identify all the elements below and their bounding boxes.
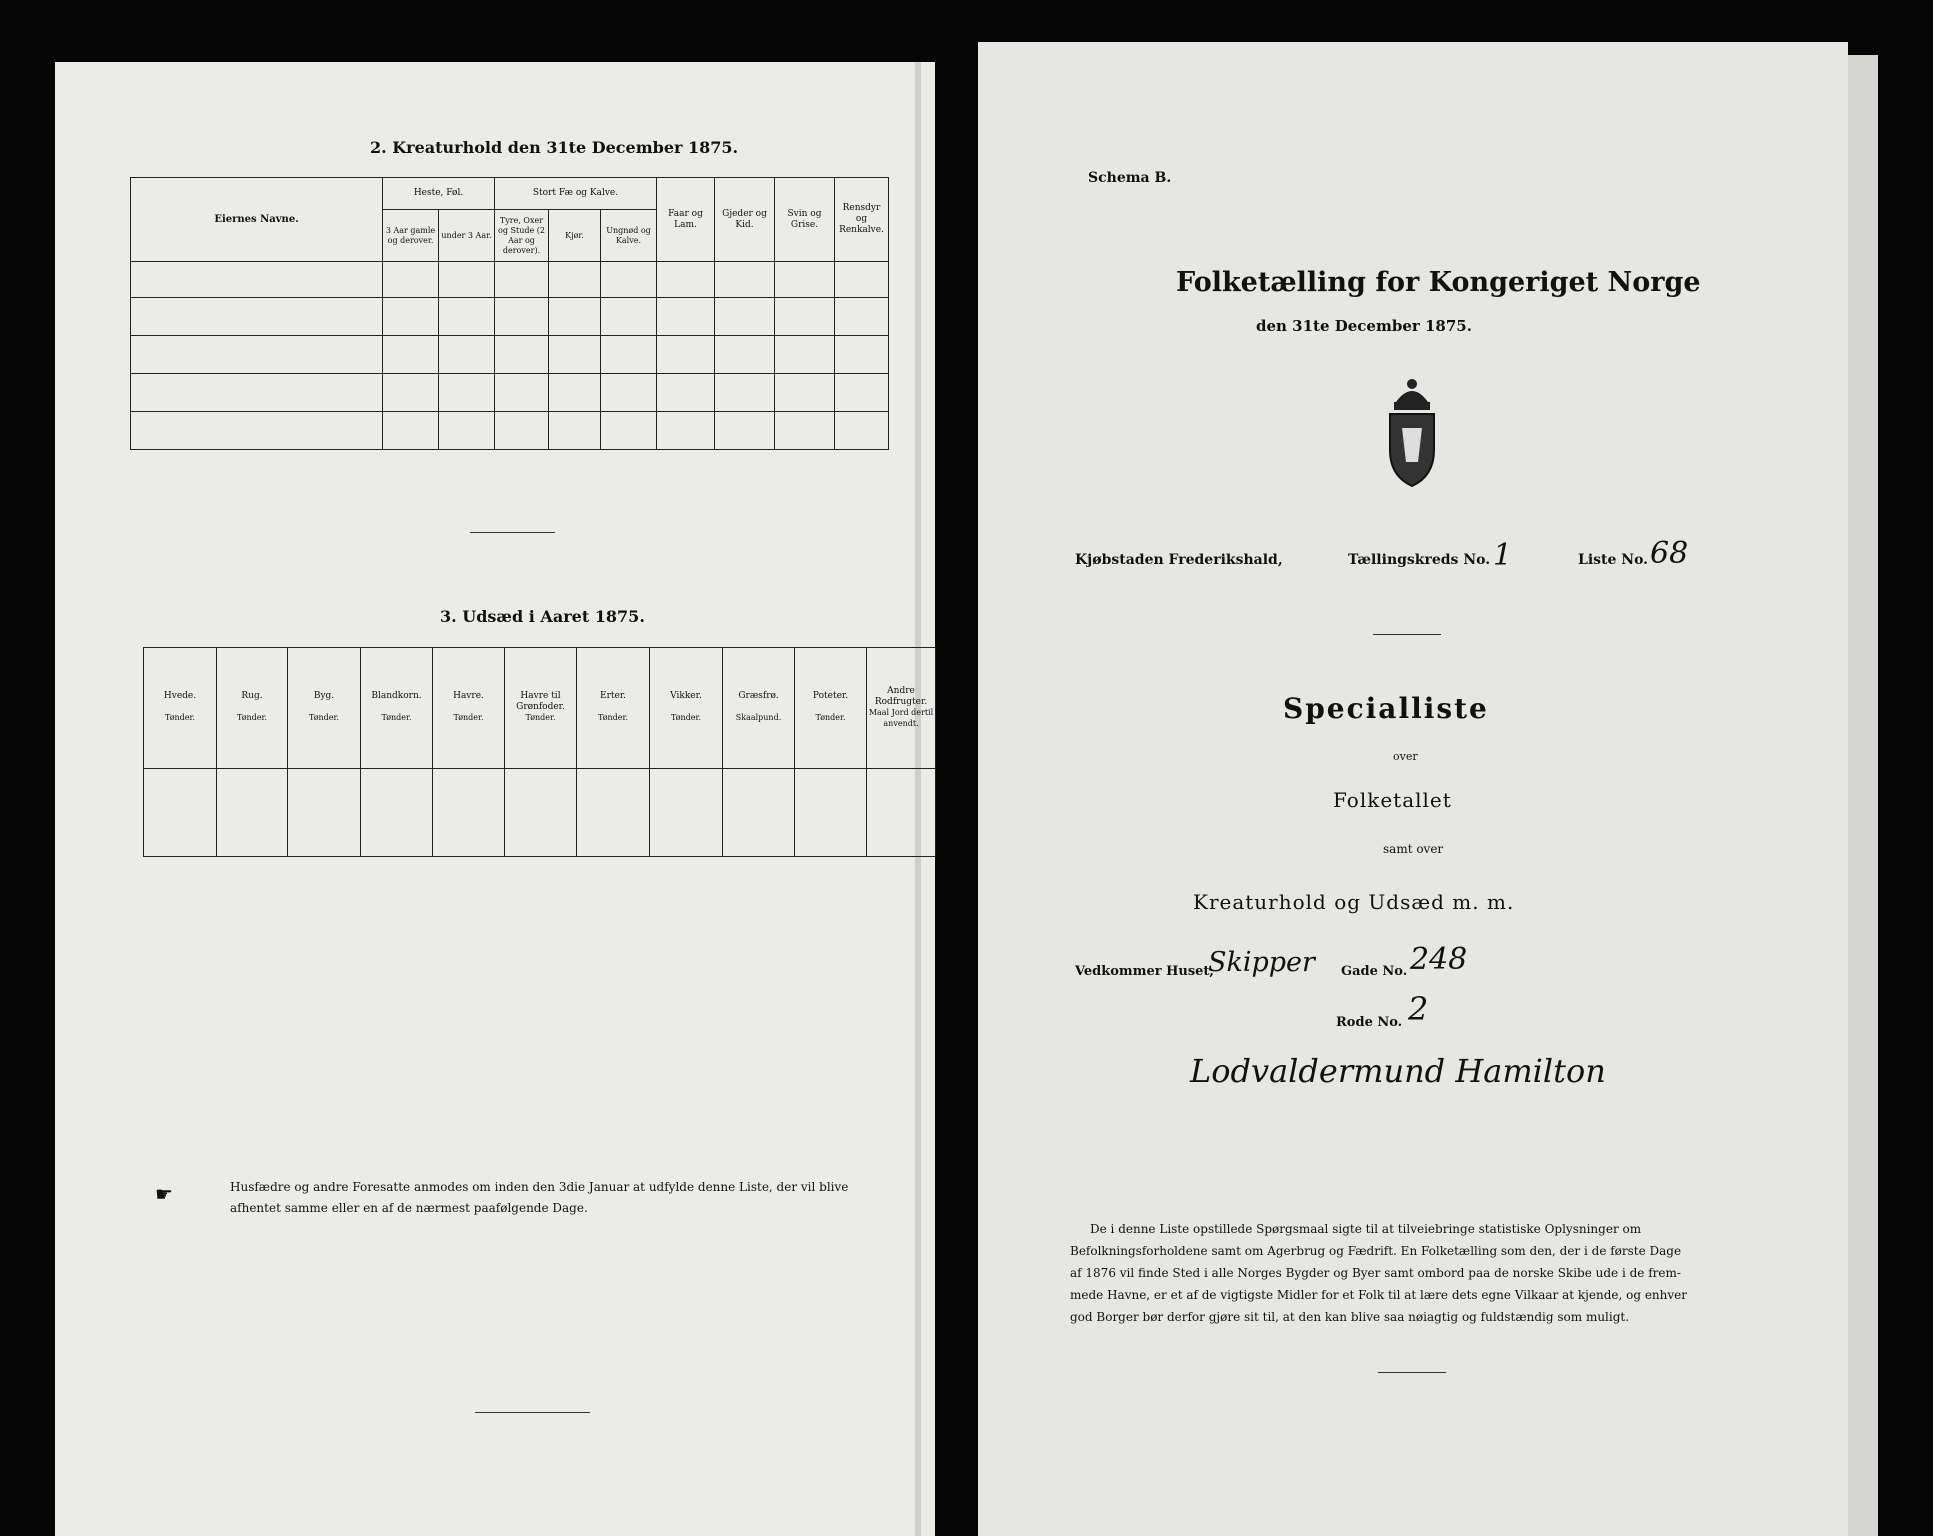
kreds-label: Tællingskreds No. <box>1348 552 1491 568</box>
liste-value: 68 <box>1650 536 1689 571</box>
pointing-hand-icon: ☛ <box>155 1182 173 1206</box>
table-row <box>131 412 889 450</box>
seed-col: Havre. Tønder. <box>433 648 505 769</box>
col-reindeer: Rensdyr og Renkalve. <box>835 178 889 262</box>
table-row <box>131 262 889 298</box>
samt-over-label: samt over <box>1383 842 1444 856</box>
left-page <box>55 62 935 1536</box>
col-goats: Gjeder og Kid. <box>715 178 775 262</box>
page-title: Folketælling for Kongeriget Norge <box>1176 267 1701 298</box>
page-stack-edge <box>1848 55 1878 1536</box>
divider <box>470 532 555 533</box>
horse-sub-old: 3 Aar gamle og derover. <box>383 210 439 262</box>
gade-value: 248 <box>1410 942 1468 977</box>
schema-label: Schema B. <box>1088 170 1172 186</box>
section3-title: 3. Udsæd i Aaret 1875. <box>440 607 645 626</box>
seed-col: Græsfrø. Skaalpund. <box>723 648 795 769</box>
right-page <box>978 42 1848 1536</box>
kreaturhold-label: Kreaturhold og Udsæd m. m. <box>1193 890 1515 914</box>
table-row <box>144 768 936 856</box>
seed-col: Blandkorn. Tønder. <box>361 648 433 769</box>
special-list-heading: Specialliste <box>1283 692 1489 725</box>
horse-sub-young: under 3 Aar. <box>439 210 495 262</box>
table-row <box>131 298 889 336</box>
section2-title: 2. Kreaturhold den 31te December 1875. <box>370 138 739 157</box>
seed-table <box>143 647 936 857</box>
table-row <box>131 336 889 374</box>
house-value: Skipper <box>1208 947 1315 978</box>
seed-col: Erter. Tønder. <box>577 648 650 769</box>
signature: Lodvaldermund Hamilton <box>1190 1052 1606 1090</box>
seed-col: Rug. Tønder. <box>217 648 288 769</box>
seed-col: Vikker. Tønder. <box>650 648 723 769</box>
seed-col: Byg. Tønder. <box>288 648 361 769</box>
seed-col: Havre til Grønfoder. Tønder. <box>505 648 577 769</box>
divider <box>1378 1372 1446 1373</box>
census-date: den 31te December 1875. <box>1256 317 1472 335</box>
notice-text: Husfædre og andre Foresatte anmodes om inden den 3die Januar at udfylde denne Liste, der vil blive afhentet samme eller en af de nærmest paafølgende Dage. <box>230 1180 849 1215</box>
coat-of-arms-icon <box>1376 372 1448 490</box>
gade-label: Gade No. <box>1341 964 1408 979</box>
rode-value: 2 <box>1408 990 1429 1028</box>
cattle-sub-bulls: Tyre, Oxer og Stude (2 Aar og derover). <box>495 210 549 262</box>
divider <box>1373 634 1441 635</box>
rode-label: Rode No. <box>1336 1015 1403 1030</box>
paragraph-line: De i denne Liste opstillede Spørgsmaal sigte til at tilveiebringe statistiske Oplysninger om <box>1090 1222 1642 1236</box>
cattle-sub-cows: Kjør. <box>549 210 601 262</box>
seed-col: Andre Rodfrugter. Maal Jord dertil anvendt. <box>867 648 936 769</box>
livestock-table <box>130 177 889 450</box>
paragraph-line: Befolkningsforholdene samt om Agerbrug og Fædrift. En Folketælling som den, der i de første Dage <box>1070 1244 1682 1258</box>
cattle-sub-calves: Ungnød og Kalve. <box>601 210 657 262</box>
explanatory-paragraph <box>1070 1218 1760 1328</box>
col-sheep: Faar og Lam. <box>657 178 715 262</box>
paragraph-line: af 1876 vil finde Sted i alle Norges Bygder og Byer samt ombord paa de norske Skibe ude i de frem- <box>1070 1266 1681 1280</box>
over-label: over <box>1393 750 1418 763</box>
kreds-value: 1 <box>1493 538 1513 573</box>
folketallet-label: Folketallet <box>1333 788 1452 812</box>
seed-col: Poteter. Tønder. <box>795 648 867 769</box>
paragraph-line: mede Havne, er et af de vigtigste Midler for et Folk til at lære dets egne Vilkaar at kjende, og enhver <box>1070 1288 1688 1302</box>
group-cattle: Stort Fæ og Kalve. <box>495 178 657 210</box>
liste-label: Liste No. <box>1578 552 1649 568</box>
divider <box>475 1412 590 1413</box>
paragraph-line: god Borger bør derfor gjøre sit til, at den kan blive saa nøiagtig og fuldstændig som muligt. <box>1070 1310 1630 1324</box>
table-row <box>131 374 889 412</box>
kjobstad-label: Kjøbstaden Frederikshald, <box>1075 552 1283 568</box>
seed-col: Hvede. Tønder. <box>144 648 217 769</box>
col-owner-names: Eiernes Navne. <box>131 178 383 262</box>
group-horses: Heste, Føl. <box>383 178 495 210</box>
col-pigs: Svin og Grise. <box>775 178 835 262</box>
house-label: Vedkommer Huset, <box>1075 964 1214 979</box>
